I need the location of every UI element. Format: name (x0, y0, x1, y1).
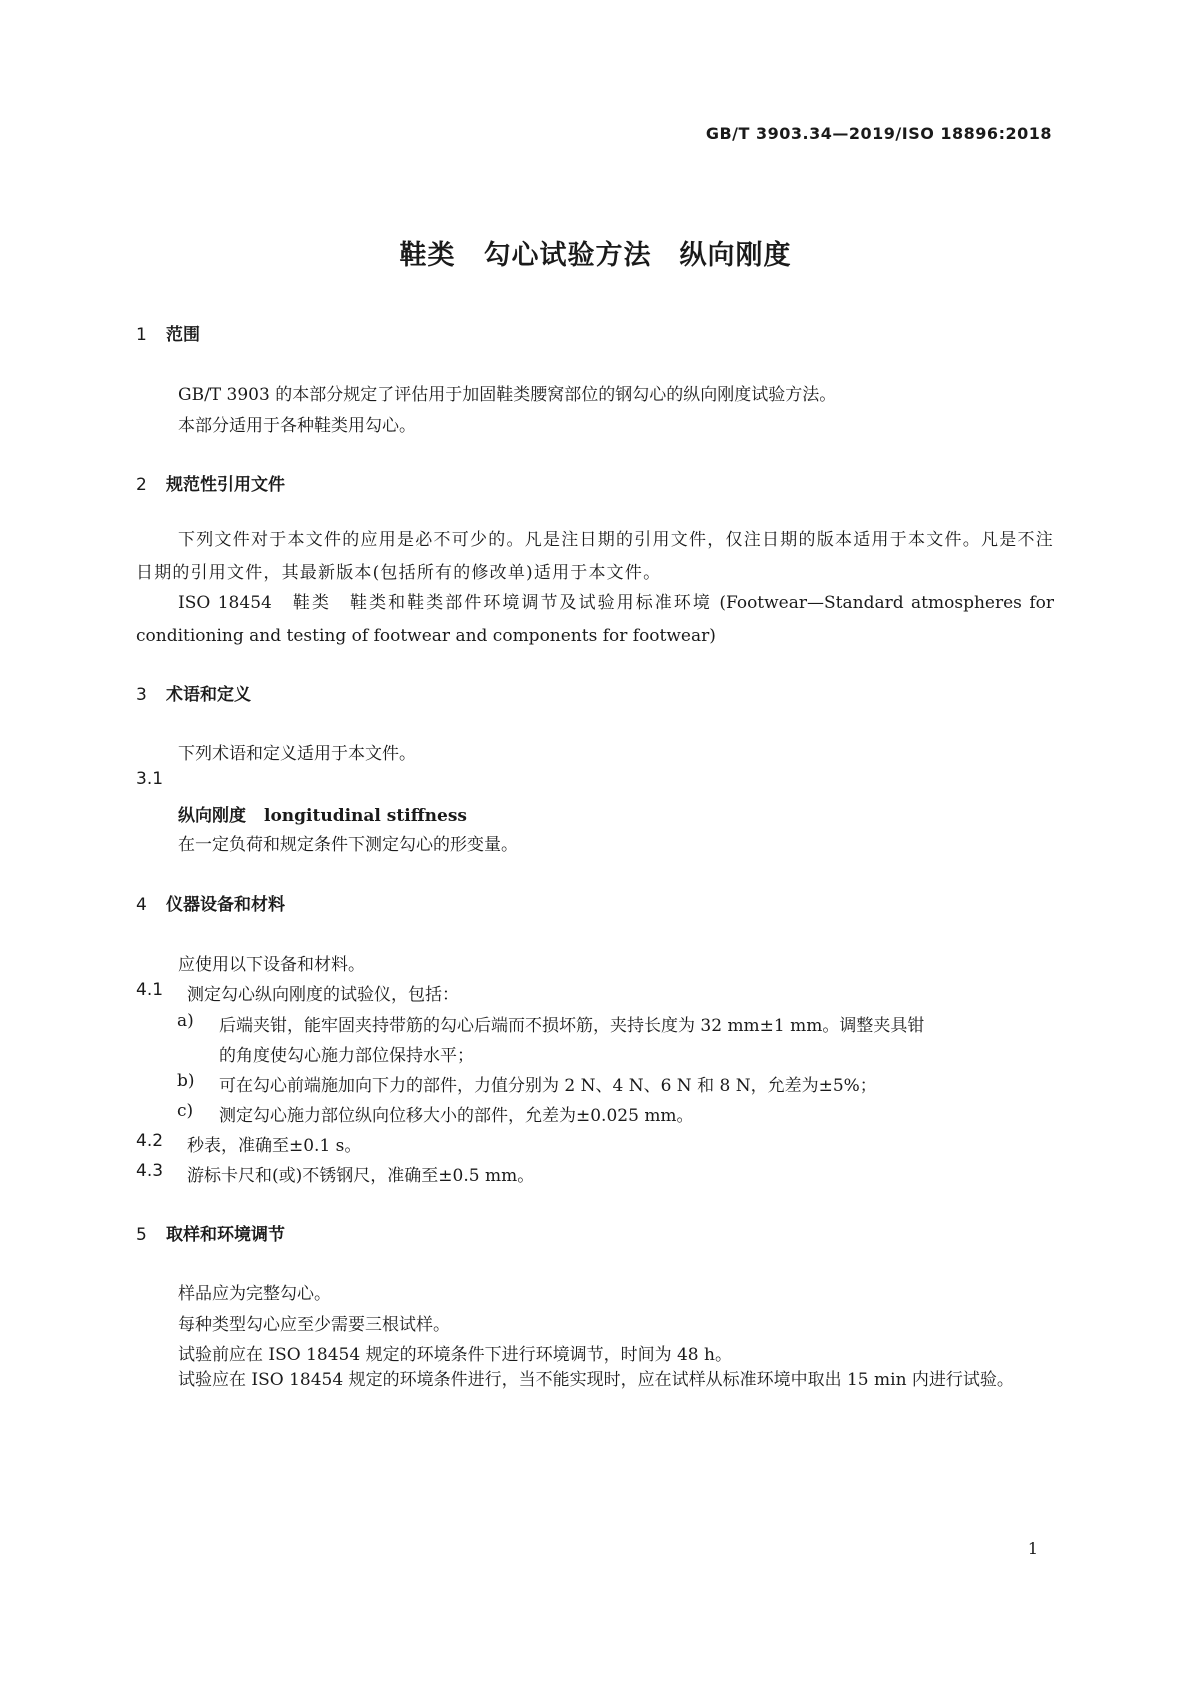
normative-reference: ISO 18454 鞋类 鞋类和鞋类部件环境调节及试验用标准环境 (Footwear—Standard atmospheres for conditioning and testing of footwear and components for footwear) (136, 593, 1054, 646)
document-title: 鞋类 勾心试验方法 纵向刚度 (399, 240, 792, 271)
section-1-paragraph-1: GB/T 3903 的本部分规定了评估用于加固鞋类腰窝部位的钢勾心的纵向刚度试验方法。 (178, 385, 837, 405)
section-number: 3 (136, 685, 147, 705)
section-title: 规范性引用文件 (166, 475, 285, 495)
list-item-c-text: 测定勾心施力部位纵向位移大小的部件，允差为±0.025 mm。 (219, 1106, 694, 1126)
list-item-a-line-1: 后端夹钳，能牢固夹持带筋的勾心后端而不损坏筋，夹持长度为 32 mm±1 mm。调整夹具钳 (219, 1016, 925, 1036)
clause-4-3-text: 游标卡尺和(或)不锈钢尺，准确至±0.5 mm。 (187, 1166, 535, 1186)
term-definition: 在一定负荷和规定条件下测定勾心的形变量。 (178, 835, 518, 855)
clause-4-2-number: 4.2 (136, 1131, 164, 1151)
clause-4-3-number: 4.3 (136, 1161, 164, 1181)
section-title: 仪器设备和材料 (166, 895, 285, 915)
list-item-a-marker: a) (177, 1011, 194, 1031)
section-2-paragraph-1: 下列文件对于本文件的应用是必不可少的。凡是注日期的引用文件，仅注日期的版本适用于本文件。凡是不注日期的引用文件，其最新版本(包括所有的修改单)适用于本文件。 (136, 530, 1054, 583)
section-number: 2 (136, 475, 147, 495)
clause-4-1-text: 测定勾心纵向刚度的试验仪，包括： (187, 985, 459, 1005)
section-5-paragraph-2: 每种类型勾心应至少需要三根试样。 (178, 1315, 450, 1335)
section-4-paragraph-1: 应使用以下设备和材料。 (178, 955, 365, 975)
section-title: 范围 (166, 325, 200, 345)
section-5-paragraph-4: 试验应在 ISO 18454 规定的环境条件进行，当不能实现时，应在试样从标准环境中取出 15 min 内进行试验。 (178, 1370, 1014, 1390)
section-5-heading (136, 1220, 285, 1245)
term-english: longitudinal stiffness (264, 806, 467, 826)
standard-code: GB/T 3903.34—2019/ISO 18896:2018 (705, 124, 1052, 143)
list-item-b-marker: b) (177, 1071, 195, 1091)
section-5-paragraph-3: 试验前应在 ISO 18454 规定的环境条件下进行环境调节，时间为 48 h。 (178, 1345, 732, 1365)
section-number: 1 (136, 325, 147, 345)
section-3-heading (136, 680, 251, 705)
list-item-a-line-2: 的角度使勾心施力部位保持水平； (219, 1046, 474, 1066)
clause-3-1-number: 3.1 (136, 769, 164, 789)
clause-4-2-text: 秒表，准确至±0.1 s。 (187, 1136, 362, 1156)
section-number: 5 (136, 1225, 147, 1245)
list-item-b-text: 可在勾心前端施加向下力的部件，力值分别为 2 N、4 N、6 N 和 8 N，允差为±5%； (219, 1076, 877, 1096)
section-1-paragraph-2: 本部分适用于各种鞋类用勾心。 (178, 416, 416, 436)
list-item-c-marker: c) (177, 1101, 194, 1121)
section-2-heading (136, 470, 285, 495)
term-chinese: 纵向刚度 (178, 806, 246, 826)
page-number: 1 (1027, 1539, 1038, 1558)
section-4-heading (136, 890, 285, 915)
section-title: 术语和定义 (166, 685, 251, 705)
section-title: 取样和环境调节 (166, 1225, 285, 1245)
section-1-heading (136, 320, 200, 345)
clause-4-1-number: 4.1 (136, 980, 164, 1000)
section-3-paragraph-1: 下列术语和定义适用于本文件。 (178, 744, 416, 764)
term-entry (178, 801, 467, 826)
section-5-paragraph-1: 样品应为完整勾心。 (178, 1284, 331, 1304)
section-number: 4 (136, 895, 147, 915)
